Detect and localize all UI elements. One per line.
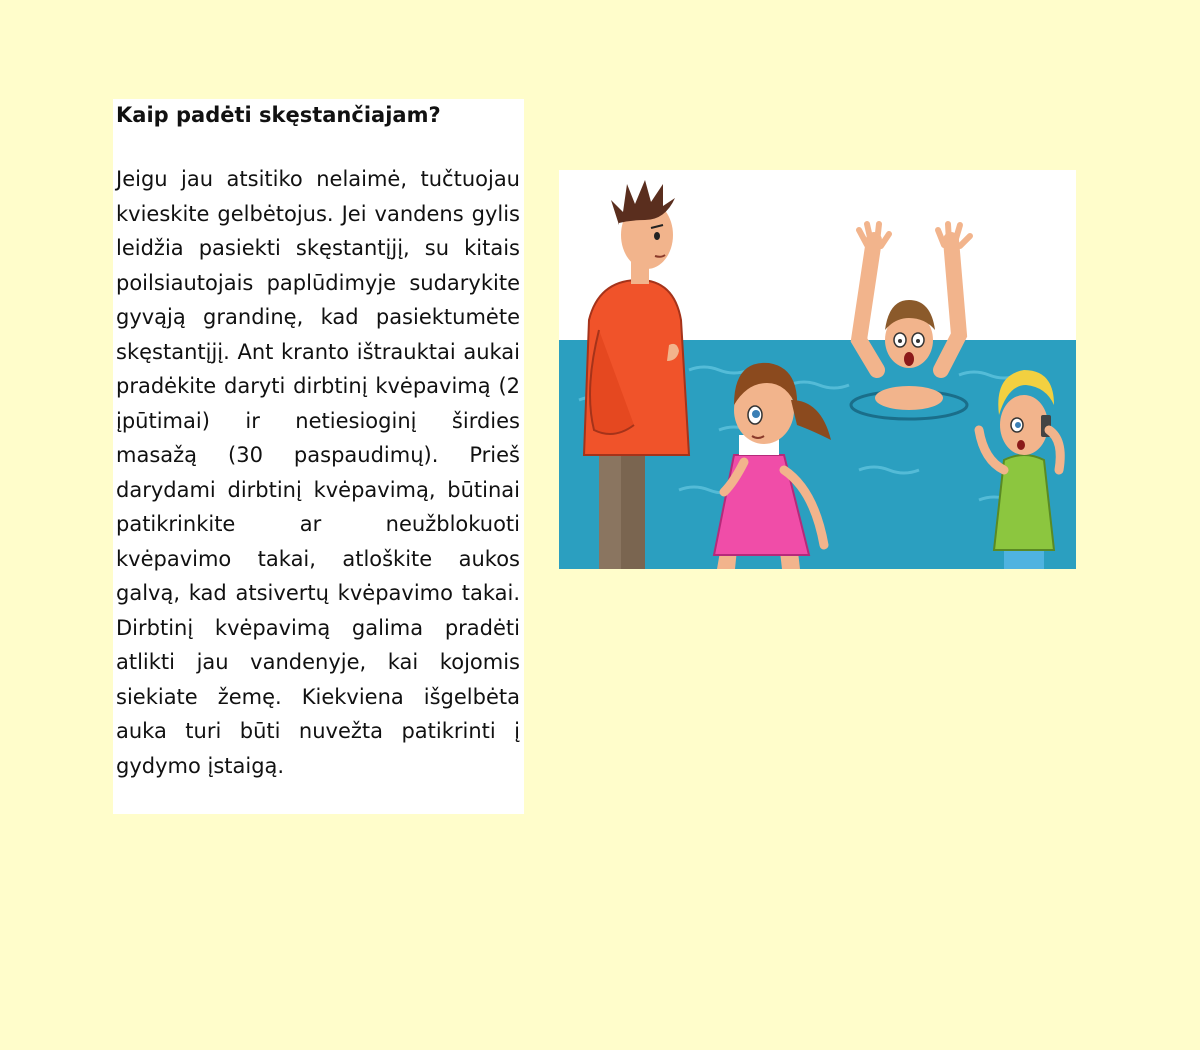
article-body: Jeigu jau atsitiko nelaimė, tučtuojau kvieskite gelbėtojus. Jei vandens gylis leidžia pasiekti skęstantįjį, su kitais poilsiautojais paplūdimyje sudarykite gyvąją grandinę, kad pasiektumėte skęstantįjį. Ant kranto ištrauktai aukai pradėkite daryti dirbtinį kvėpavimą (2 įpūtimai) ir netiesioginį širdies masažą (30 paspaudimų). Prieš darydami dirbtinį kvėpavimą, būtinai patikrinkite ar neužblokuoti kvėpavimo takai, atloškite aukos galvą, kad atsivertų kvėpavimo takai. Dirbtinį kvėpavimą galima pradėti atlikti jau vandenyje, kai kojomis siekiate žemę. Kiekviena išgelbėta auka turi būti nuvežta patikrinti į gydymo įstaigą. xyxy=(116,167,520,778)
article-title: Kaip padėti skęstančiajam? xyxy=(116,103,441,127)
drowning-rescue-illustration xyxy=(559,170,1076,569)
article-panel xyxy=(113,99,524,814)
